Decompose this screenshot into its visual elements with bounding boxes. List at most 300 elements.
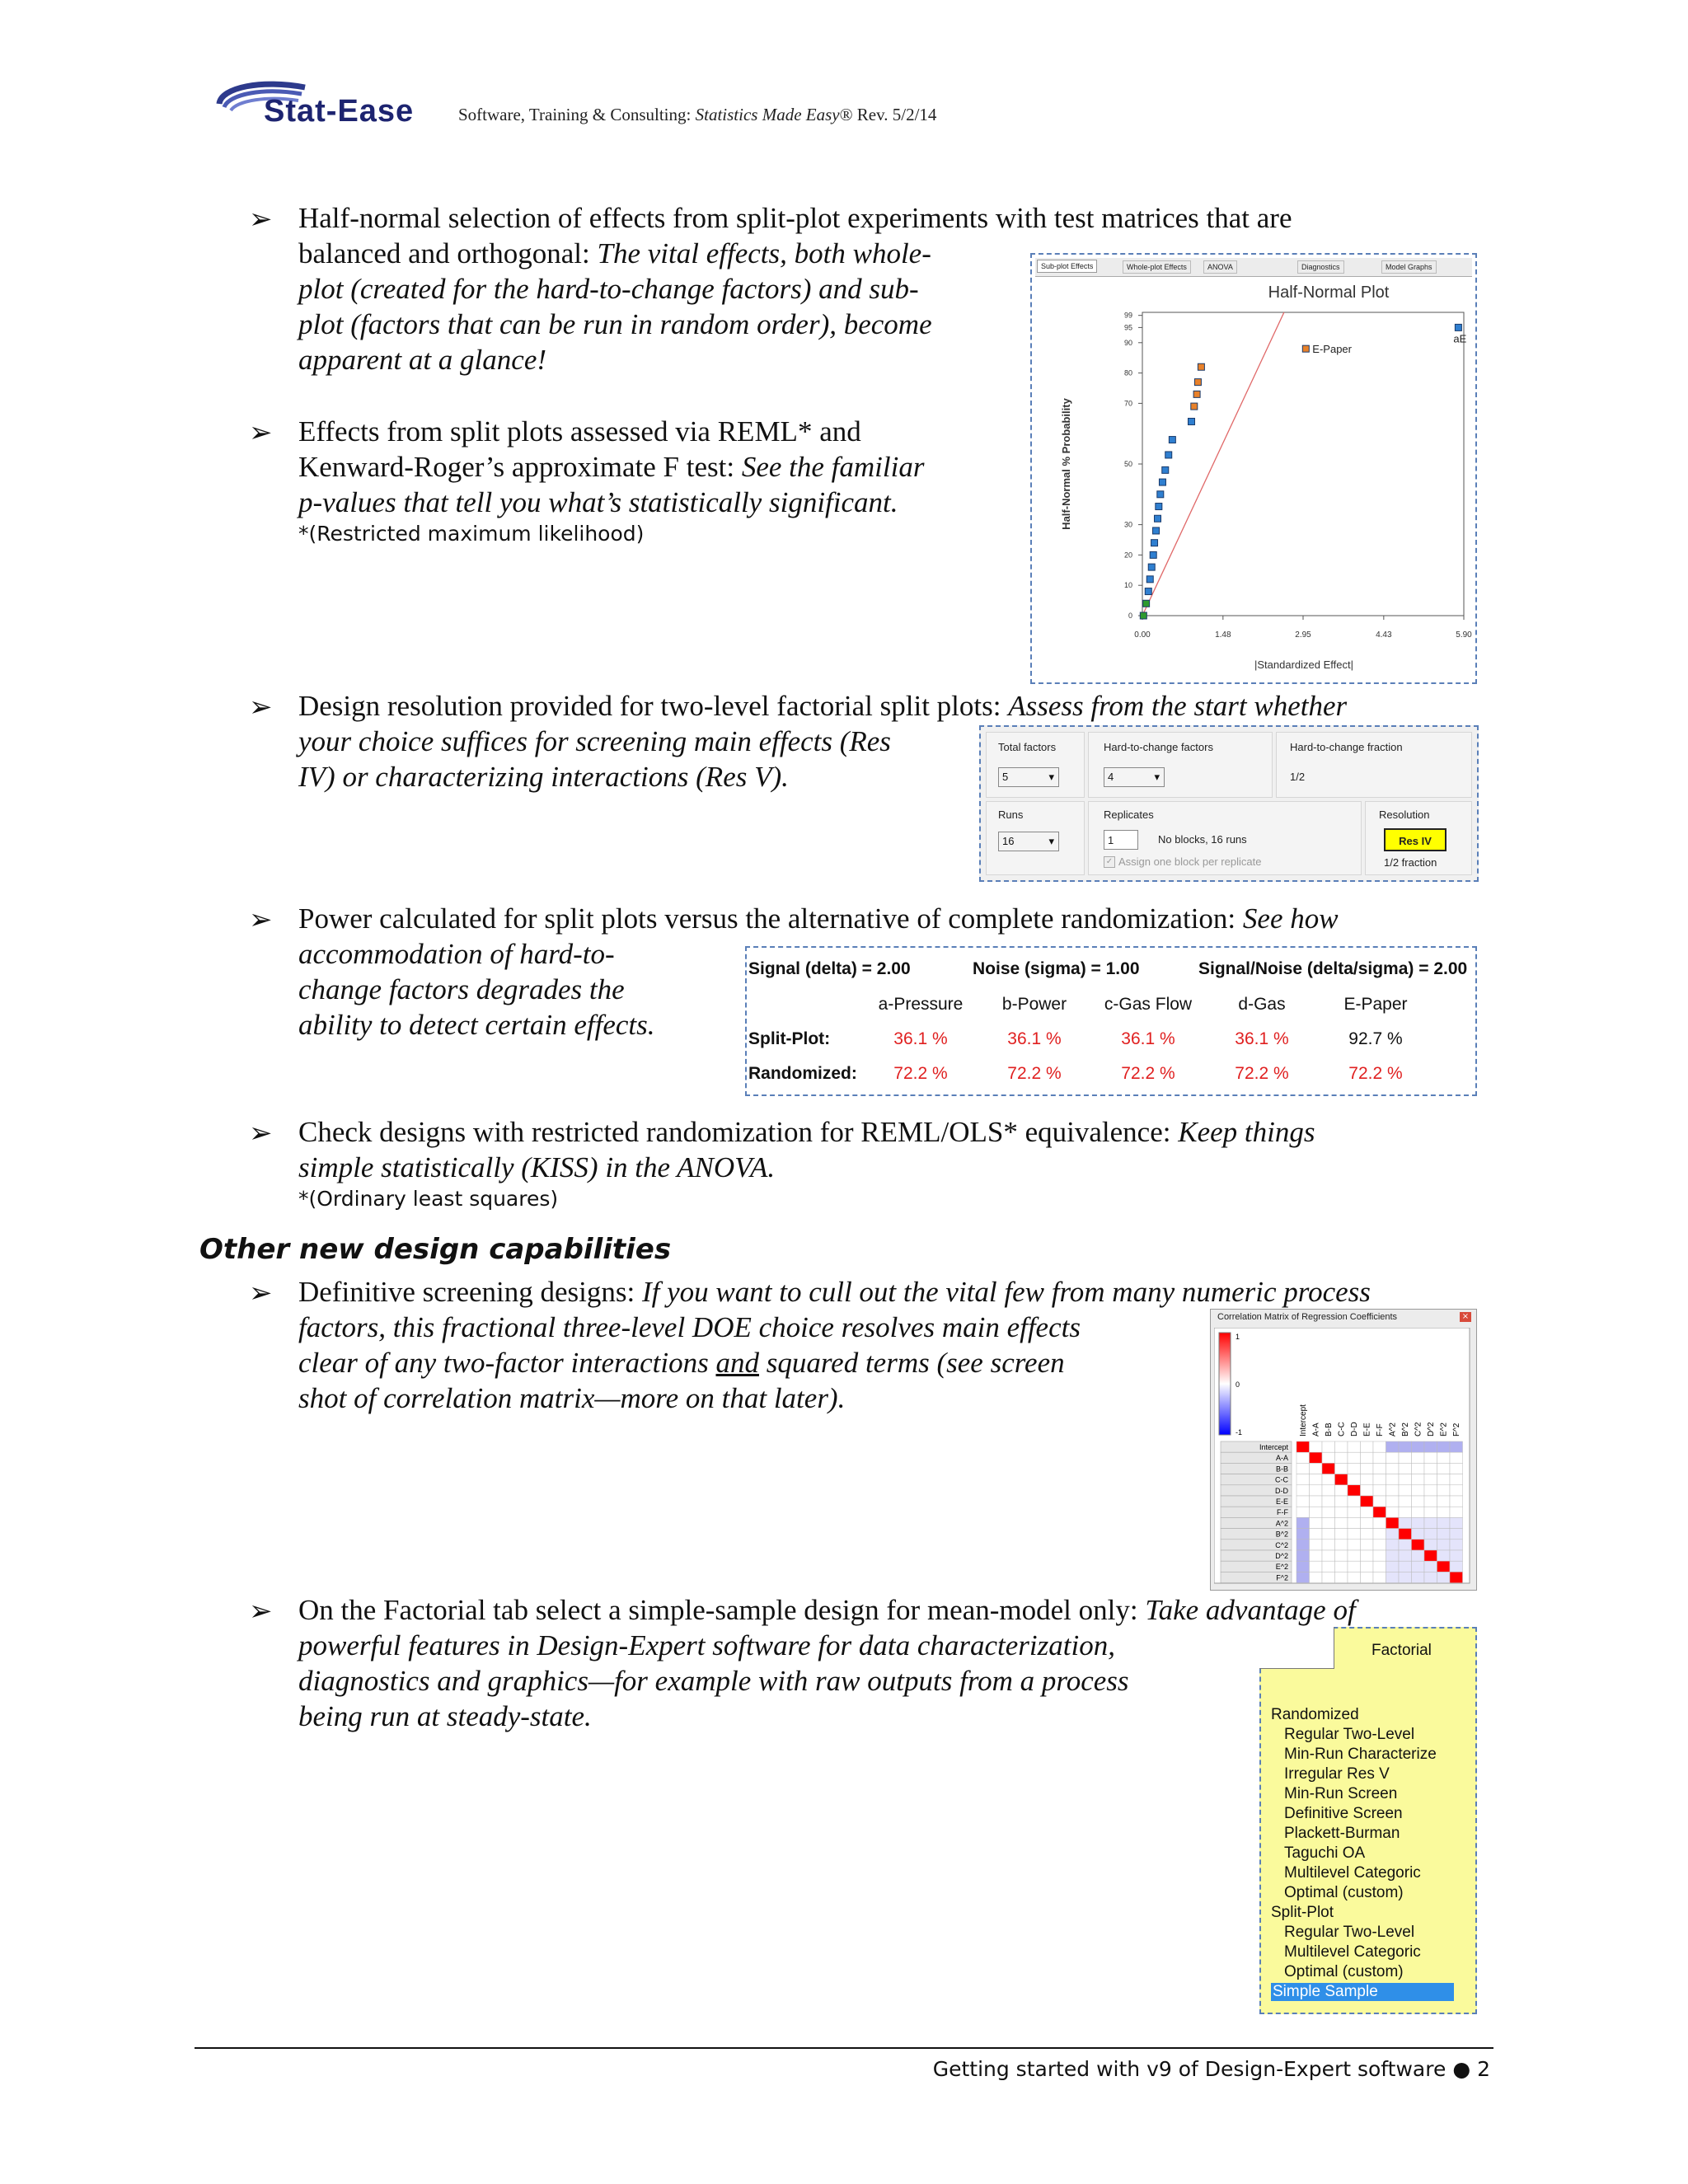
power-row-label: Split-Plot: <box>748 1029 831 1048</box>
effect-point <box>1150 551 1156 558</box>
correlation-matrix-title: Correlation Matrix of Regression Coefficients <box>1217 1312 1398 1322</box>
power-cell: 72.2 % <box>1007 1064 1062 1083</box>
bullet-4-line-2: accommodation of hard-to- <box>298 938 615 970</box>
tagline-suffix: ® Rev. 5/2/14 <box>839 105 937 124</box>
effect-point <box>1191 403 1198 410</box>
bullet-6-line-3 <box>298 1345 1065 1380</box>
menu-item[interactable]: Taguchi OA <box>1284 1844 1366 1862</box>
matrix-cell <box>1450 1441 1463 1452</box>
runs-group <box>986 801 1085 875</box>
effect-point <box>1193 391 1200 397</box>
column-term-label: F-F <box>1376 1423 1385 1436</box>
power-header-row <box>748 987 1432 1022</box>
matrix-cell <box>1399 1517 1412 1528</box>
htc-fraction-label: Hard-to-change fraction <box>1290 741 1403 753</box>
effect-point <box>1153 527 1160 534</box>
bullet-1-line-1: Half-normal selection of effects from split-plot experiments with test matrices that are <box>298 202 1292 234</box>
bullet-arrow-icon: ➢ <box>249 204 273 235</box>
bullet-2-line-3: p-values that tell you what’s statistically significant. <box>298 486 898 518</box>
total-factors-group <box>986 732 1085 798</box>
bullet-6-italic-3: squared terms (see screen <box>758 1347 1065 1379</box>
menu-item[interactable]: Min-Run Characterize <box>1284 1746 1437 1763</box>
matrix-cell <box>1296 1496 1310 1507</box>
power-cell: 36.1 % <box>1121 1029 1175 1048</box>
matrix-cell <box>1373 1474 1386 1485</box>
row-term-label: B-B <box>1275 1465 1288 1474</box>
matrix-cell <box>1361 1572 1374 1582</box>
matrix-cell <box>1437 1496 1451 1507</box>
matrix-cell <box>1335 1561 1348 1572</box>
matrix-cell <box>1348 1517 1361 1528</box>
bullet-1-line-3: plot (created for the hard-to-change factors) and sub- <box>298 273 919 305</box>
column-term-label: A^2 <box>1388 1422 1398 1436</box>
effect-point <box>1162 466 1169 473</box>
matrix-cell <box>1348 1550 1361 1561</box>
matrix-cell <box>1348 1540 1361 1550</box>
column-term-label: C-C <box>1337 1422 1347 1436</box>
power-row-randomized <box>748 1057 1432 1091</box>
htc-factors-select[interactable]: 4 ▾ <box>1104 767 1165 787</box>
y-tick-label: 50 <box>1123 460 1132 468</box>
matrix-cell <box>1399 1529 1412 1540</box>
matrix-cell <box>1437 1507 1451 1517</box>
bullet-arrow-icon: ➢ <box>249 905 273 935</box>
power-signal: Signal (delta) = 2.00 <box>748 959 911 978</box>
matrix-cell <box>1361 1517 1374 1528</box>
matrix-cell <box>1335 1517 1348 1528</box>
effect-point <box>1159 479 1165 485</box>
matrix-cell <box>1386 1452 1400 1463</box>
bullet-3-lead: Design resolution provided for two-level factorial split plots: <box>298 690 1009 722</box>
matrix-cell <box>1335 1572 1348 1582</box>
bullet-1-line-5: apparent at a glance! <box>298 344 547 376</box>
matrix-cell <box>1310 1463 1323 1474</box>
half-normal-tabbar <box>1035 258 1472 277</box>
matrix-cell <box>1412 1507 1425 1517</box>
matrix-cell <box>1450 1463 1463 1474</box>
matrix-cell <box>1361 1507 1374 1517</box>
row-term-label: Intercept <box>1259 1443 1288 1451</box>
effect-point <box>1188 418 1194 424</box>
menu-item[interactable]: Irregular Res V <box>1284 1765 1390 1783</box>
tab-anova[interactable]: ANOVA <box>1203 260 1237 274</box>
menu-group-header: Randomized <box>1271 1706 1359 1723</box>
effect-label: aE <box>1453 332 1467 345</box>
bullet-1-line-2 <box>298 236 931 271</box>
matrix-cell <box>1424 1496 1437 1507</box>
tagline-prefix: Software, Training & Consulting: <box>458 105 696 124</box>
matrix-cell <box>1424 1441 1437 1452</box>
matrix-cell <box>1310 1529 1323 1540</box>
menu-item[interactable]: Optimal (custom) <box>1284 1884 1404 1901</box>
replicates-label: Replicates <box>1104 808 1154 821</box>
matrix-cell <box>1424 1540 1437 1550</box>
effect-point <box>1302 345 1309 352</box>
bullet-arrow-icon: ➢ <box>249 418 273 448</box>
matrix-cell <box>1335 1452 1348 1463</box>
power-table <box>748 987 1432 1091</box>
matrix-cell <box>1450 1517 1463 1528</box>
matrix-cell <box>1335 1474 1348 1485</box>
row-term-label: A-A <box>1275 1454 1288 1463</box>
y-tick-label: 95 <box>1123 323 1132 332</box>
effect-point <box>1143 600 1150 607</box>
bullet-4-italic-1: See how <box>1242 902 1339 935</box>
matrix-cell <box>1296 1441 1310 1452</box>
matrix-cell <box>1437 1474 1451 1485</box>
matrix-cell <box>1386 1474 1400 1485</box>
matrix-cell <box>1361 1463 1374 1474</box>
replicates-info: No blocks, 16 runs <box>1158 833 1247 846</box>
matrix-cell <box>1412 1452 1425 1463</box>
section-heading: Other new design capabilities <box>199 1233 672 1266</box>
matrix-cell <box>1386 1441 1400 1452</box>
bullet-7-line-2: powerful features in Design-Expert software for data characterization, <box>298 1629 1115 1661</box>
bullet-2-note: *(Restricted maximum likelihood) <box>298 522 645 546</box>
matrix-cell <box>1348 1452 1361 1463</box>
matrix-cell <box>1450 1529 1463 1540</box>
power-row-label: Randomized: <box>748 1064 857 1083</box>
column-term-label: C^2 <box>1414 1422 1423 1436</box>
matrix-cell <box>1310 1507 1323 1517</box>
column-term-label: D-D <box>1350 1422 1359 1436</box>
menu-item[interactable]: Multilevel Categoric <box>1284 1943 1421 1961</box>
column-term-label: F^2 <box>1452 1422 1461 1436</box>
factorial-tab-notch <box>1259 1627 1334 1669</box>
correlation-matrix-window <box>1210 1309 1477 1591</box>
matrix-cell <box>1361 1561 1374 1572</box>
tab-sub-plot-effects[interactable]: Sub-plot Effects <box>1037 260 1097 273</box>
y-tick-label: 10 <box>1123 581 1132 590</box>
tab-diagnostics[interactable]: Diagnostics <box>1297 260 1344 274</box>
matrix-cell <box>1412 1517 1425 1528</box>
matrix-cell <box>1412 1463 1425 1474</box>
matrix-cell <box>1322 1496 1335 1507</box>
effect-point <box>1194 379 1201 386</box>
matrix-cell <box>1348 1441 1361 1452</box>
half-normal-screenshot <box>1030 253 1477 684</box>
row-term-label: E^2 <box>1275 1563 1288 1572</box>
matrix-cell <box>1437 1540 1451 1550</box>
assign-block-checkbox[interactable]: ✓ <box>1104 856 1115 868</box>
tagline-italic: Statistics Made Easy <box>695 105 840 124</box>
x-axis-label: |Standardized Effect| <box>1254 658 1353 671</box>
htc-fraction-group <box>1276 732 1472 798</box>
effect-point <box>1151 540 1158 546</box>
menu-item[interactable]: Definitive Screen <box>1284 1805 1403 1822</box>
y-tick-label: 20 <box>1123 551 1132 560</box>
resolution-fraction: 1/2 fraction <box>1384 856 1437 869</box>
htc-factors-group <box>1088 732 1273 798</box>
matrix-cell <box>1450 1540 1463 1550</box>
matrix-cell <box>1310 1561 1323 1572</box>
matrix-cell <box>1424 1561 1437 1572</box>
resolution-badge: Res IV <box>1384 828 1447 851</box>
matrix-cell <box>1450 1485 1463 1496</box>
matrix-cell <box>1399 1572 1412 1582</box>
bullet-4-line-1 <box>298 901 1339 936</box>
matrix-cell <box>1361 1452 1374 1463</box>
color-scale-bar <box>1219 1333 1231 1435</box>
row-term-label: A^2 <box>1275 1519 1288 1528</box>
column-term-label: E-E <box>1362 1422 1372 1436</box>
matrix-cell <box>1386 1529 1400 1540</box>
half-normal-plot <box>1032 278 1472 680</box>
matrix-cell <box>1335 1463 1348 1474</box>
matrix-cell <box>1322 1485 1335 1496</box>
power-col-header: c-Gas Flow <box>1104 995 1193 1014</box>
matrix-cell <box>1322 1507 1335 1517</box>
matrix-cell <box>1424 1517 1437 1528</box>
matrix-cell <box>1373 1517 1386 1528</box>
htc-fraction-value: 1/2 <box>1290 771 1306 783</box>
matrix-cell <box>1361 1441 1374 1452</box>
y-tick-label: 99 <box>1123 311 1132 320</box>
bullet-3-italic-1: Assess from the start whether <box>1008 690 1348 722</box>
matrix-cell <box>1310 1474 1323 1485</box>
correlation-matrix-plot <box>1214 1328 1473 1586</box>
power-cell: 92.7 % <box>1348 1029 1403 1048</box>
matrix-cell <box>1322 1474 1335 1485</box>
matrix-cell <box>1386 1517 1400 1528</box>
effect-point <box>1169 437 1175 443</box>
matrix-cell <box>1322 1517 1335 1528</box>
matrix-cell <box>1373 1529 1386 1540</box>
factorial-tab[interactable]: Factorial <box>1372 1642 1432 1659</box>
row-term-label: D-D <box>1275 1486 1288 1495</box>
runs-select[interactable]: 16 ▾ <box>998 832 1059 851</box>
menu-group-header: Split-Plot <box>1271 1904 1334 1921</box>
bullet-4-line-3: change factors degrades the <box>298 973 625 1005</box>
menu-item-selected[interactable]: Simple Sample <box>1271 1983 1454 2001</box>
bullet-5-italic-1: Keep things <box>1178 1116 1315 1148</box>
header <box>213 76 1037 134</box>
assign-block-label: Assign one block per replicate <box>1118 855 1262 868</box>
power-cell: 36.1 % <box>1235 1029 1289 1048</box>
matrix-cell <box>1399 1474 1412 1485</box>
factorial-menu-list <box>1271 1706 1465 2011</box>
bullet-5-note: *(Ordinary least squares) <box>298 1187 559 1211</box>
matrix-cell <box>1296 1463 1310 1474</box>
bullet-5-lead: Check designs with restricted randomization for REML/OLS* equivalence: <box>298 1116 1179 1148</box>
y-axis-label: Half-Normal % Probability <box>1060 398 1072 530</box>
matrix-cell <box>1348 1561 1361 1572</box>
matrix-cell <box>1373 1550 1386 1561</box>
matrix-cell <box>1399 1507 1412 1517</box>
factorial-menu-screenshot <box>1259 1627 1477 2014</box>
menu-item[interactable]: Min-Run Screen <box>1284 1785 1398 1802</box>
bullet-4-line-4: ability to detect certain effects. <box>298 1009 655 1041</box>
power-signal-noise: Signal/Noise (delta/sigma) = 2.00 <box>1198 959 1468 978</box>
column-term-label: B^2 <box>1401 1422 1410 1436</box>
row-term-label: C-C <box>1275 1475 1288 1484</box>
matrix-cell <box>1450 1561 1463 1572</box>
matrix-cell <box>1373 1441 1386 1452</box>
htc-factors-label: Hard-to-change factors <box>1104 741 1213 753</box>
effect-point <box>1155 515 1161 522</box>
power-col-header: a-Pressure <box>878 995 964 1014</box>
matrix-cell <box>1437 1550 1451 1561</box>
matrix-cell <box>1348 1485 1361 1496</box>
matrix-cell <box>1322 1540 1335 1550</box>
matrix-cell <box>1322 1529 1335 1540</box>
close-icon[interactable]: × <box>1460 1312 1471 1322</box>
matrix-cell <box>1335 1550 1348 1561</box>
matrix-cell <box>1361 1496 1374 1507</box>
effect-point <box>1157 491 1164 498</box>
matrix-cell <box>1412 1561 1425 1572</box>
effect-point <box>1140 612 1146 619</box>
matrix-cell <box>1373 1540 1386 1550</box>
matrix-cell <box>1335 1496 1348 1507</box>
column-term-label: B-B <box>1325 1422 1334 1436</box>
matrix-cell <box>1386 1496 1400 1507</box>
menu-item[interactable]: Regular Two-Level <box>1284 1924 1415 1941</box>
matrix-cell <box>1399 1463 1412 1474</box>
replicates-input[interactable]: 1 <box>1104 830 1138 850</box>
matrix-cell <box>1361 1474 1374 1485</box>
bullet-6-line-4: shot of correlation matrix—more on that later). <box>298 1382 846 1414</box>
matrix-cell <box>1296 1474 1310 1485</box>
matrix-cell <box>1450 1507 1463 1517</box>
y-tick-label: 90 <box>1123 338 1132 347</box>
y-tick-label: 80 <box>1123 368 1132 377</box>
bullet-arrow-icon: ➢ <box>249 1118 273 1149</box>
matrix-cell <box>1296 1517 1310 1528</box>
matrix-cell <box>1296 1485 1310 1496</box>
bullet-6-italic-1: If you want to cull out the vital few from many numeric process <box>641 1276 1371 1308</box>
bullet-3-line-2: your choice suffices for screening main effects (Res <box>298 725 891 757</box>
matrix-cell <box>1348 1572 1361 1582</box>
tab-whole-plot-effects[interactable]: Whole-plot Effects <box>1123 260 1191 274</box>
column-term-label: Intercept <box>1299 1404 1308 1436</box>
column-term-label: E^2 <box>1439 1422 1449 1436</box>
matrix-cell <box>1348 1529 1361 1540</box>
effect-point <box>1145 588 1151 595</box>
matrix-cell <box>1386 1485 1400 1496</box>
menu-item[interactable]: Regular Two-Level <box>1284 1726 1415 1743</box>
bullet-7-line-1 <box>298 1592 1356 1628</box>
row-term-label: F-F <box>1277 1508 1288 1517</box>
matrix-cell <box>1322 1561 1335 1572</box>
matrix-cell <box>1412 1474 1425 1485</box>
footer <box>933 2057 1490 2081</box>
matrix-cell <box>1437 1529 1451 1540</box>
matrix-cell <box>1373 1572 1386 1582</box>
effect-point <box>1455 324 1461 330</box>
bullet-1-italic-1: The vital effects, both whole- <box>597 237 931 269</box>
y-tick-label: 0 <box>1128 612 1132 620</box>
matrix-cell <box>1399 1540 1412 1550</box>
matrix-cell <box>1437 1441 1451 1452</box>
design-resolution-panel <box>979 725 1479 882</box>
power-cell: 36.1 % <box>893 1029 948 1048</box>
matrix-cell <box>1335 1485 1348 1496</box>
matrix-cell <box>1399 1561 1412 1572</box>
bullet-2-italic-1: See the familiar <box>741 451 925 483</box>
matrix-cell <box>1399 1496 1412 1507</box>
matrix-cell <box>1348 1507 1361 1517</box>
effect-point <box>1198 363 1204 370</box>
power-table-screenshot <box>745 946 1477 1096</box>
matrix-cell <box>1296 1529 1310 1540</box>
power-row-split-plot <box>748 1022 1432 1057</box>
logo-text: Stat-Ease <box>264 94 415 129</box>
matrix-cell <box>1373 1452 1386 1463</box>
matrix-cell <box>1348 1496 1361 1507</box>
y-tick-label: 30 <box>1123 520 1132 529</box>
matrix-cell <box>1322 1452 1335 1463</box>
matrix-cell <box>1450 1496 1463 1507</box>
matrix-cell <box>1386 1540 1400 1550</box>
matrix-cell <box>1335 1441 1348 1452</box>
power-col-header: E-Paper <box>1343 995 1408 1014</box>
matrix-cell <box>1424 1452 1437 1463</box>
effect-point <box>1148 564 1155 570</box>
matrix-cell <box>1412 1485 1425 1496</box>
bullet-1-lead: balanced and orthogonal: <box>298 237 598 269</box>
y-tick-label: 70 <box>1123 399 1132 408</box>
matrix-cell <box>1412 1540 1425 1550</box>
matrix-cell <box>1412 1572 1425 1582</box>
row-term-label: C^2 <box>1275 1540 1288 1549</box>
x-tick-label: 5.90 <box>1456 630 1472 640</box>
total-factors-select[interactable]: 5 ▾ <box>998 767 1059 787</box>
bullet-7-line-4: being run at steady-state. <box>298 1700 592 1732</box>
menu-item[interactable]: Plackett-Burman <box>1284 1825 1400 1842</box>
matrix-cell <box>1322 1572 1335 1582</box>
matrix-cell <box>1361 1550 1374 1561</box>
matrix-cell <box>1412 1496 1425 1507</box>
footer-rule <box>195 2047 1493 2049</box>
bullet-arrow-icon: ➢ <box>249 1278 273 1309</box>
matrix-cell <box>1373 1507 1386 1517</box>
matrix-cell <box>1424 1463 1437 1474</box>
matrix-cell <box>1361 1529 1374 1540</box>
matrix-cell <box>1386 1550 1400 1561</box>
effect-point <box>1146 576 1153 583</box>
power-col-header: d-Gas <box>1238 995 1286 1014</box>
menu-item[interactable]: Optimal (custom) <box>1284 1963 1404 1980</box>
power-cell: 72.2 % <box>1121 1064 1175 1083</box>
column-term-label: A-A <box>1311 1422 1321 1436</box>
effect-point <box>1156 504 1162 510</box>
bullet-6-italic-2: clear of any two-factor interactions <box>298 1347 716 1379</box>
row-term-label: E-E <box>1275 1497 1288 1506</box>
power-col-header: b-Power <box>1001 995 1067 1014</box>
matrix-cell <box>1335 1540 1348 1550</box>
matrix-cell <box>1296 1550 1310 1561</box>
menu-item[interactable]: Multilevel Categoric <box>1284 1864 1421 1882</box>
matrix-cell <box>1424 1474 1437 1485</box>
bullet-7-line-3: diagnostics and graphics—for example with raw outputs from a process <box>298 1665 1129 1697</box>
bullet-arrow-icon: ➢ <box>249 1596 273 1627</box>
bullet-3-line-1 <box>298 688 1347 724</box>
total-factors-label: Total factors <box>998 741 1057 753</box>
matrix-cell <box>1296 1561 1310 1572</box>
matrix-cell <box>1450 1452 1463 1463</box>
tab-model-graphs[interactable]: Model Graphs <box>1381 260 1437 274</box>
matrix-cell <box>1437 1517 1451 1528</box>
matrix-cell <box>1310 1550 1323 1561</box>
matrix-cell <box>1412 1441 1425 1452</box>
matrix-cell <box>1450 1474 1463 1485</box>
power-cell: 72.2 % <box>1235 1064 1289 1083</box>
matrix-cell <box>1424 1485 1437 1496</box>
resolution-group <box>1365 801 1472 875</box>
matrix-cell <box>1348 1463 1361 1474</box>
footer-text: Getting started with v9 of Design-Expert software <box>932 2057 1447 2081</box>
